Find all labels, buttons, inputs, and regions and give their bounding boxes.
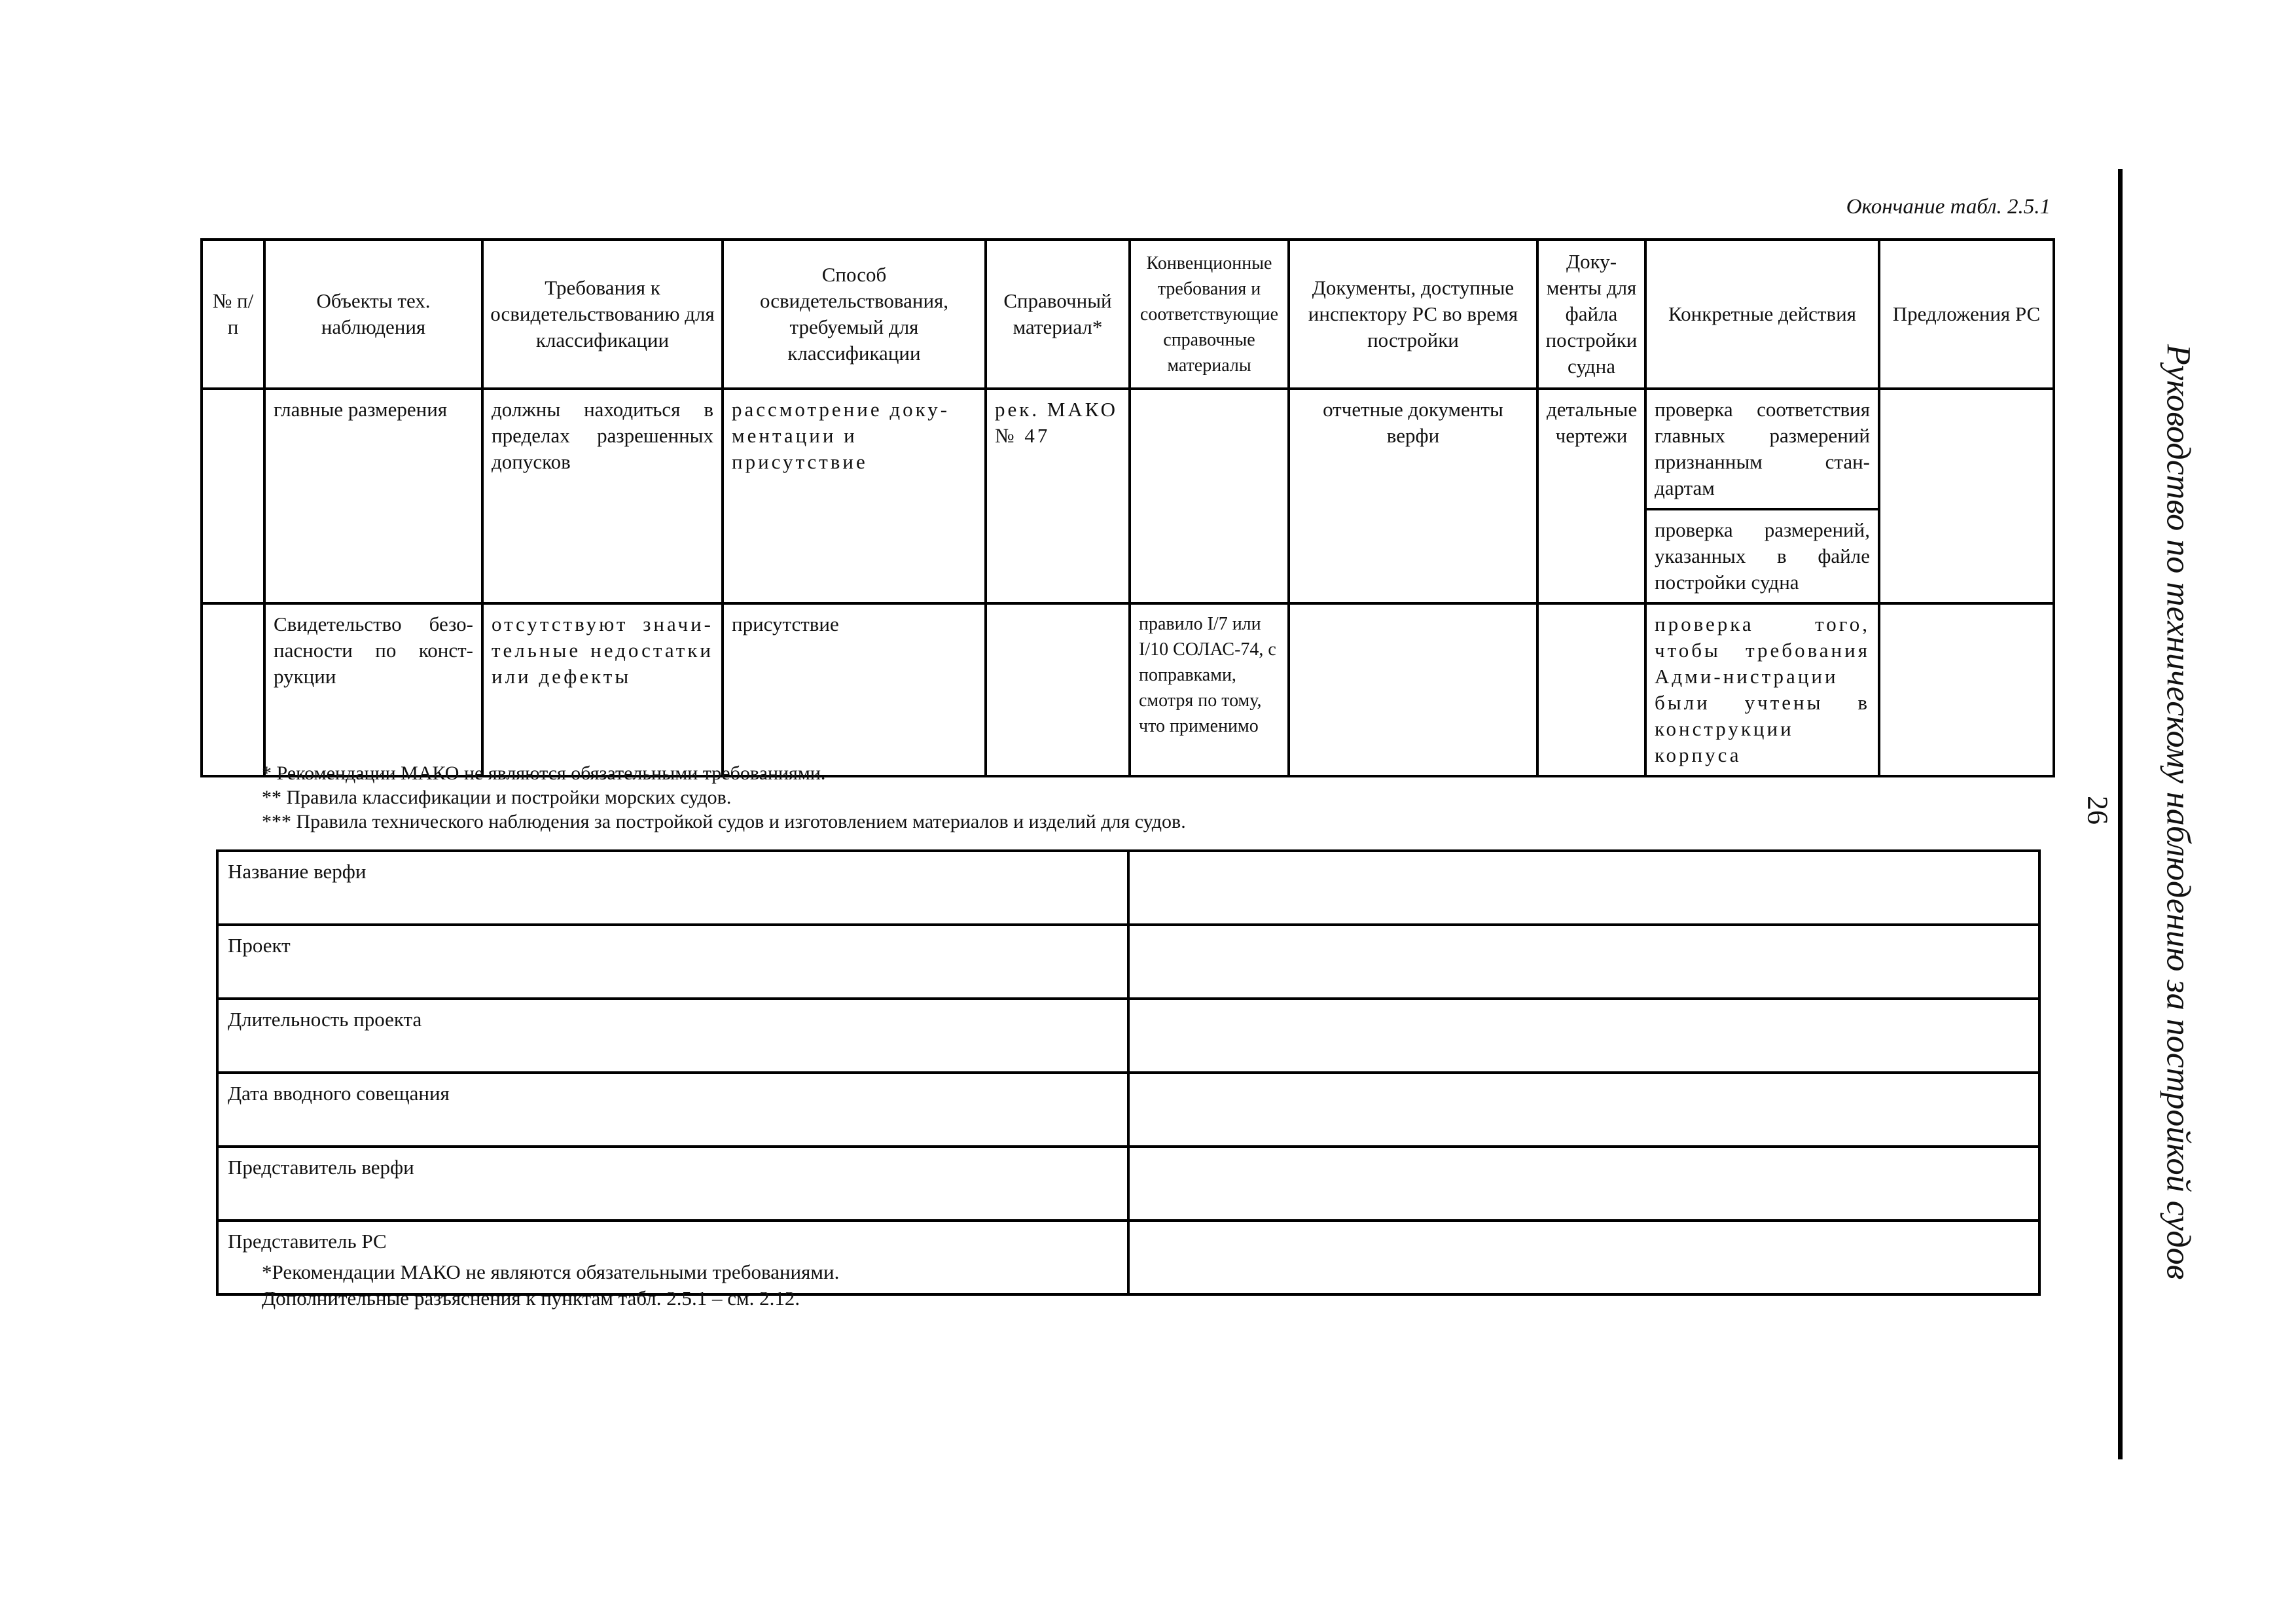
form-label: Проект xyxy=(217,925,1128,999)
cell-reference: рек. МАКО № 47 xyxy=(986,389,1130,603)
form-label: Дата вводного совещания xyxy=(217,1073,1128,1147)
table-caption: Окончание табл. 2.5.1 xyxy=(1846,195,2051,219)
cell-requirements: должны находиться в пределах разрешенных допусков xyxy=(482,389,723,603)
cell-number xyxy=(202,389,264,603)
form-label: Представитель РС xyxy=(217,1221,1128,1294)
cell-convention xyxy=(1130,389,1289,603)
note-line: ** Правила классификации и постройки морских судов. xyxy=(262,787,732,808)
page-number-text: 26 xyxy=(2081,796,2114,825)
cell-action: проверка того, чтобы требования Адми-нистрации были учтены в конструкции корпуса xyxy=(1645,603,1879,776)
running-title xyxy=(2159,344,2198,1280)
cell-action: проверка соответствия главных размерений признанным стан-дартам xyxy=(1645,389,1879,509)
header-documents: Документы, доступные инспектору РС во время постройки xyxy=(1289,240,1537,389)
cell-method: присутствие xyxy=(723,603,986,776)
footer-line: Дополнительные разъяснения к пунктам табл. 2.5.1 – см. 2.12. xyxy=(262,1287,800,1310)
cell-file-docs xyxy=(1537,603,1645,776)
cell-number xyxy=(202,603,264,776)
cell-reference xyxy=(986,603,1130,776)
form-row xyxy=(217,925,2039,999)
header-file-docs: Доку-менты для файла постройки судна xyxy=(1537,240,1645,389)
page-number xyxy=(2081,791,2114,830)
cell-object: главные размерения xyxy=(264,389,482,603)
form-value xyxy=(1128,925,2039,999)
header-convention: Конвенционные требования и соответствующие справочные материалы xyxy=(1130,240,1289,389)
form-value xyxy=(1128,1147,2039,1221)
cell-proposals xyxy=(1879,389,2054,603)
form-row xyxy=(217,1147,2039,1221)
form-value xyxy=(1128,1073,2039,1147)
table-notes xyxy=(262,761,1186,834)
cell-documents: отчетные документы верфи xyxy=(1289,389,1537,603)
form-row xyxy=(217,1073,2039,1147)
side-rule xyxy=(2118,169,2123,1459)
form-value xyxy=(1128,999,2039,1073)
cell-convention: правило I/7 или I/10 СОЛАС-74, с поправками, смотря по тому, что применимо xyxy=(1130,603,1289,776)
form-value xyxy=(1128,1221,2039,1294)
running-title-text: Руководство по техническому наблюдению за постройкой судов xyxy=(2159,344,2197,1280)
header-actions: Конкретные действия xyxy=(1645,240,1879,389)
header-number: № п/п xyxy=(202,240,264,389)
cell-action: проверка размерений, указанных в файле постройки судна xyxy=(1645,509,1879,603)
form-value xyxy=(1128,851,2039,925)
header-proposals: Предложения РС xyxy=(1879,240,2054,389)
cell-proposals xyxy=(1879,603,2054,776)
cell-documents xyxy=(1289,603,1537,776)
note-line: * Рекомендации МАКО не являются обязательными требованиями. xyxy=(262,762,826,784)
cell-object: Свидетельство безо-пасности по конст-рукции xyxy=(264,603,482,776)
cell-method: рассмотрение доку-ментации и присутствие xyxy=(723,389,986,603)
form-row xyxy=(217,999,2039,1073)
header-object: Объекты тех. наблюдения xyxy=(264,240,482,389)
footer-line: *Рекомендации МАКО не являются обязательными требованиями. xyxy=(262,1260,840,1283)
header-requirements: Требования к освидетельствованию для классификации xyxy=(482,240,723,389)
note-line: *** Правила технического наблюдения за постройкой судов и изготовлением материалов и изделий для судов. xyxy=(262,811,1186,832)
footer-notes xyxy=(262,1259,839,1311)
project-form-table xyxy=(216,849,2041,1296)
table-header-row xyxy=(202,240,2054,389)
header-reference: Справочный материал* xyxy=(986,240,1130,389)
table-row xyxy=(202,389,2054,509)
form-label: Представитель верфи xyxy=(217,1147,1128,1221)
cell-file-docs: детальные чертежи xyxy=(1537,389,1645,603)
form-label: Название верфи xyxy=(217,851,1128,925)
continuation-table xyxy=(200,238,2055,777)
header-method: Способ освидетельствования, требуемый для классификации xyxy=(723,240,986,389)
table-row xyxy=(202,603,2054,776)
cell-requirements: отсутствуют значи-тельные недостатки или дефекты xyxy=(482,603,723,776)
form-label: Длительность проекта xyxy=(217,999,1128,1073)
form-row xyxy=(217,851,2039,925)
